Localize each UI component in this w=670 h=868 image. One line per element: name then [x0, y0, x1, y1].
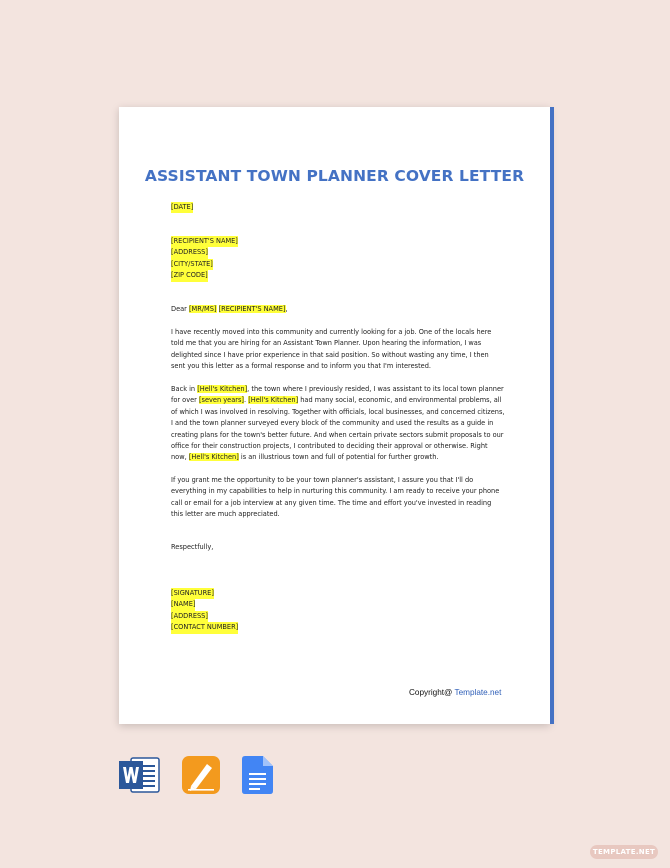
recipient-zip-field: [ZIP CODE] — [171, 270, 208, 281]
signature-block — [171, 588, 505, 634]
pages-icon[interactable] — [182, 756, 220, 799]
paragraph-experience: Back in [Hell's Kitchen], the town where I previously resided, I was assistant to its local town planner for over [seven years]. [Hell's Kitchen] had many social, economic, and environmental problems, all of which I was involved in resolving. Together with officials, local businesses, and concerned citizens, I and the town planner surveyed every block of the community and used the results as a guide in creating plans for the town's better future. And when certain private sectors submit proposals to our office for their construction projects, I contributed to deciding their approval or otherwise. Right now, [Hell's Kitchen] is an illustrious town and full of potential for further growth. — [171, 385, 505, 462]
copyright-notice: Copyright@ Template.net — [409, 688, 502, 697]
document-title: ASSISTANT TOWN PLANNER COVER LETTER — [144, 167, 525, 185]
paragraph-intro: I have recently moved into this community and currently looking for a job. One of the locals here told me that you are hiring for an Assistant Town Planner. Upon hearing the information, I was delighted since I have prior experience in that said position. So without wasting any time, I then sent you this letter as a formal response and to inform you that I'm interested. — [171, 328, 492, 371]
word-icon[interactable] — [119, 756, 161, 799]
paragraph-closing: If you grant me the opportunity to be your town planner's assistant, I assure you that I'll do everything in my capabilities to help in nurturing this community. I am ready to receive your phone call or email for a job interview at any given time. The time and effort you've invested in reading this letter are much appreciated. — [171, 476, 500, 519]
closing-line: Respectfully, — [171, 543, 214, 551]
recipient-address-field: [ADDRESS] — [171, 247, 208, 258]
salutation: Dear [MR/MS] [RECIPIENT'S NAME], — [171, 305, 288, 313]
recipient-block — [171, 236, 505, 282]
template-net-badge: TEMPLATE.NET — [590, 845, 658, 859]
recipient-name-field: [RECIPIENT'S NAME] — [171, 236, 238, 247]
date-field: [DATE] — [171, 202, 505, 213]
google-docs-icon[interactable] — [242, 756, 273, 799]
recipient-city-field: [CITY/STATE] — [171, 259, 213, 270]
address-field: [ADDRESS] — [171, 611, 208, 622]
page-accent-edge — [550, 107, 554, 724]
signature-field: [SIGNATURE] — [171, 588, 214, 599]
template-link[interactable]: Template.net — [454, 688, 502, 697]
letter-page — [119, 107, 550, 724]
contact-number-field: [CONTACT NUMBER] — [171, 622, 238, 633]
name-field: [NAME] — [171, 599, 195, 610]
